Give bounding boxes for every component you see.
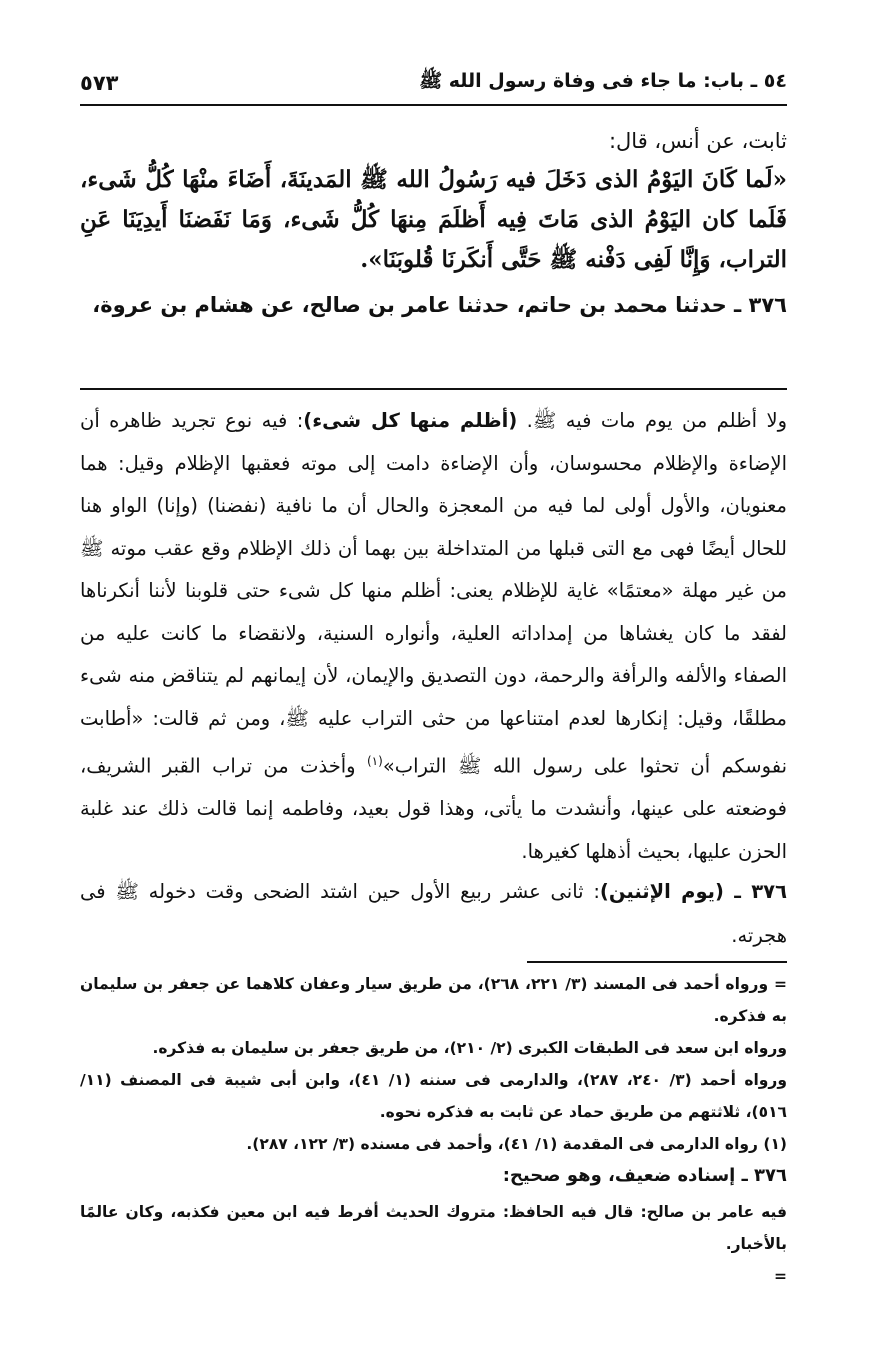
footnote-line: (١) رواه الدارمى فى المقدمة (١/ ٤١)، وأحمد فى مسنده (٣/ ١٢٢، ٢٨٧).: [246, 1135, 787, 1153]
hadith-number: ٣٧٦ ـ: [734, 293, 787, 317]
day-note-text: : ثانى عشر ربيع الأول حين اشتد الضحى وقت دخوله ﷺ فى هجرته.: [80, 880, 787, 947]
hadith-intro: ثابت، عن أنس، قال:: [608, 129, 787, 153]
commentary-text: [80, 400, 787, 873]
footnote-line: ورواه ابن سعد فى الطبقات الكبرى (٢/ ٢١٠)، من طريق جعفر بن سليمان به فذكره.: [152, 1039, 787, 1057]
header-divider: [80, 104, 787, 106]
footnote-line: فيه عامر بن صالح: قال فيه الحافظ: متروك الحديث أفرط فيه ابن معين فكذبه، وكان عالمًا بالأخبار.: [80, 1203, 787, 1253]
hadith-text: [80, 122, 787, 330]
commentary-term: (أظلم منها كل شىء): [303, 409, 518, 432]
footnote-reference: (١): [366, 754, 383, 768]
day-note-paragraph: [80, 870, 787, 958]
footnote-line: ورواه أحمد (٣/ ٢٤٠، ٢٨٧)، والدارمى فى سننه (١/ ٤١)، وابن أبى شيبة فى المصنف (١١/ ٥١٦)، ثلاثتهم من طريق حماد عن ثابت به فذكره نحوه.: [80, 1071, 787, 1121]
commentary-part-c: وأخذت من تراب القبر الشريف، فوضعته على عينها، وأنشدت ما يأتى، وهذا قول بعيد، وفاطمه إنما قالت ذلك عند غلبة الحزن عليها، بحيث أذهلها كغيرها.: [80, 754, 787, 863]
continuation-mark: =: [774, 1267, 787, 1285]
footnotes: [80, 968, 787, 1292]
footnote-divider: [527, 961, 787, 963]
hadith-quote: «لَما كَانَ اليَوْمُ الذى دَخَلَ فيه رَسُولُ الله ﷺ المَدينَةَ، أَضَاءَ منْهَا كُلُّ شَىء، فَلَما كان اليَوْمُ الذى مَاتَ فِيه أَظلَمَ مِنهَا كُلُّ شَىء، وَمَا نَفَضنَا أَيدِيَنَا عَنِ التراب، وَإِنَّا لَفِى دَفْنه ﷺ حَتَّى أَنكَرنَا قُلوبَنَا».: [80, 166, 787, 273]
isnad-heading: ٣٧٦ ـ إسناده ضعيف، وهو صحيح:: [502, 1165, 787, 1186]
footnote-line: = ورواه أحمد فى المسند (٣/ ٢٢١، ٢٦٨)، من طريق سيار وعفان كلاهما عن جعفر بن سليمان به فذكره.: [80, 975, 787, 1025]
page-header: [80, 66, 787, 100]
day-note: [80, 870, 787, 958]
day-note-term: ٣٧٦ ـ (يوم الإثنين): [599, 880, 787, 903]
chapter-title: ٥٤ ـ باب: ما جاء فى وفاة رسول الله ﷺ: [419, 70, 787, 92]
hadith-chain-text: حدثنا محمد بن حاتم، حدثنا عامر بن صالح، عن هشام بن عروة،: [92, 293, 727, 317]
commentary-part-a: ولا أظلم من يوم مات فيه ﷺ.: [526, 409, 787, 432]
hadith-chain: [80, 280, 787, 330]
commentary-divider: [80, 388, 787, 390]
commentary-paragraph: [80, 400, 787, 873]
page-number: ٥٧٣: [80, 71, 119, 95]
commentary-part-b: : فيه نوع تجريد ظاهره أن الإضاءة والإظلام محسوسان، وأن الإضاءة دامت إلى موته فعقبها الإظلام وقيل: هما معنويان، والأول أولى لما فيه من المعجزة والحال أن ما نافية (نفضنا) (وإنا) الواو هنا للحال أيضًا فهى مع التى قبلها من المتداخلة بين بهما أن ذلك الإظلام وقع عقب موته ﷺ من غير مهلة «معتمًا» غاية للإظلام يعنى: أظلم منها كل شىء حتى قلوبنا لأننا أنكرناها لفقد ما كان يغشاها من إمداداته العلية، وأنواره السنية، ولانقضاء ما كانت عليه من الصفاء والألفه والرأفة والرحمة، دون التصديق والإيمان، لأن إيمانهم لم يتناقض منه شىء مطلقًا، وقيل: إنكارها لعدم امتناعها من حثى التراب عليه ﷺ، ومن ثم قالت: «أطابت نفوسكم أن تحثوا على رسول الله ﷺ التراب»: [80, 409, 787, 778]
